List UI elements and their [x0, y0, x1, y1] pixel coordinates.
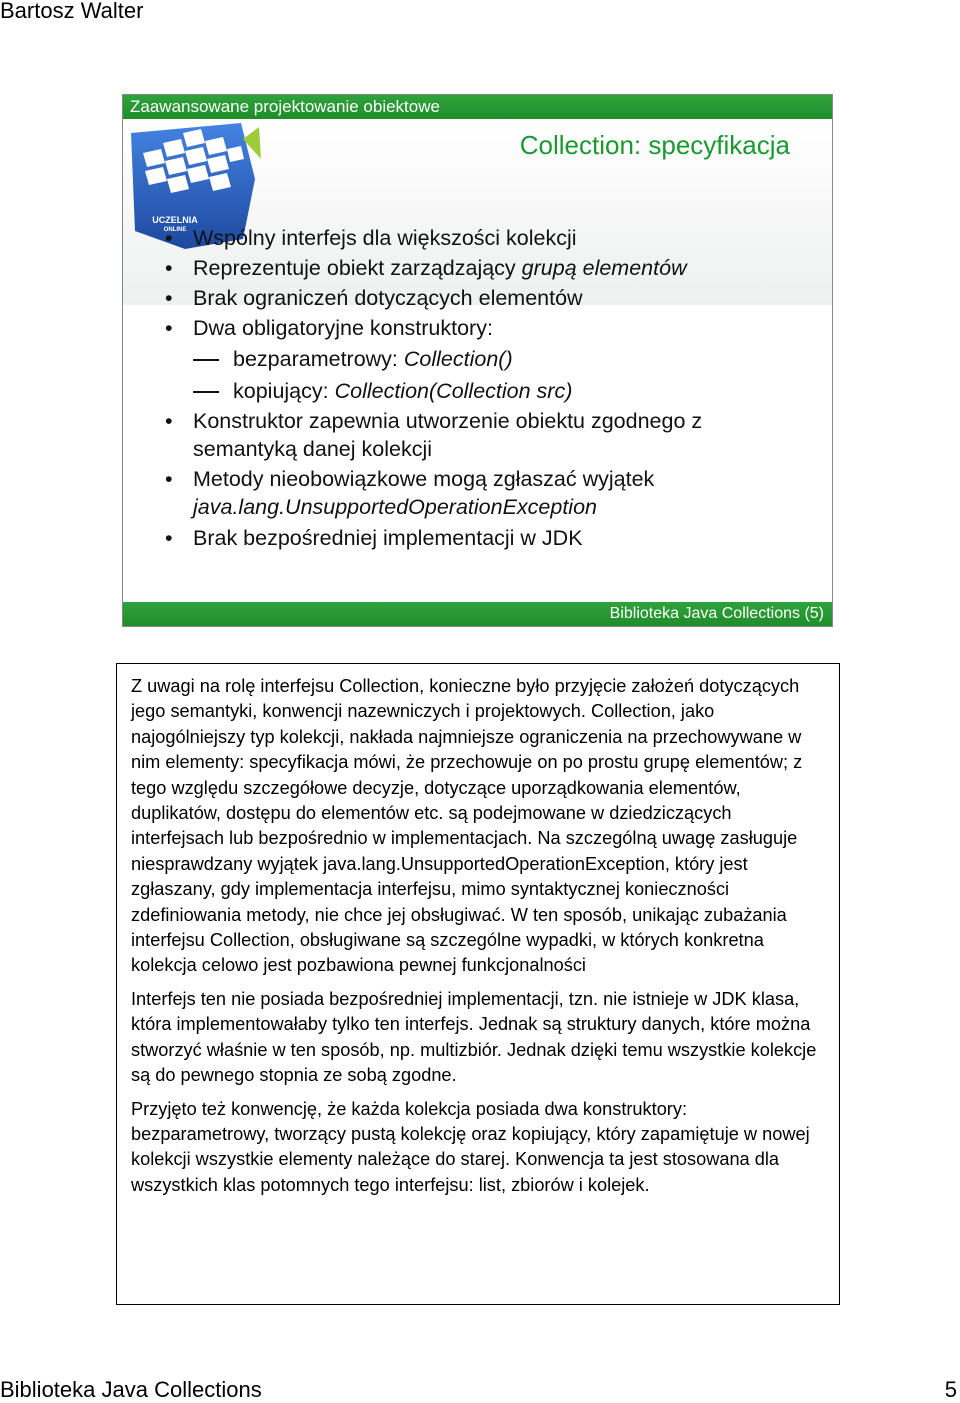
notes-paragraph: Z uwagi na rolę interfejsu Collection, konieczne było przyjęcie założeń dotyczących jego semantyki, konwencji nazewniczych i projektowych. Collection, jako najogólniejszy typ kolekcji, nakłada najmniejsze ograniczenia na przechowywane w nim elementy: specyfikacja mówi, że przechowuje on po prostu grupę elementów; z tego względu szczegółowe decyzje, dotyczące uporządkowania elementów, duplikatów, dostępu do elementów etc. są podejmowane w dziedziczących interfejsach lub bezpośrednio w implementacjach. Na szczególną uwagę zasługuje niesprawdzany wyjątek java.lang.UnsupportedOperationException, który jest zgłaszany, gdy implementacja interfejsu, mimo syntaktycznej konieczności zdefiniowania metody, nie chce jej obsługiwać. W ten sposób, unikając zubażania interfejsu Collection, obsługiwane są szczególne wypadki, w których konkretna kolekcja celowo jest pozbawiona pewnej funkcjonalności	[131, 676, 803, 976]
page-number: 5	[944, 1377, 957, 1402]
bullet-item	[163, 465, 812, 521]
bullet-text: Metody nieobowiązkowe mogą zgłaszać wyjątek	[193, 467, 655, 491]
slide	[122, 94, 833, 627]
slide-footer-bar: Biblioteka Java Collections (5)	[123, 602, 832, 626]
bullet-item: • Brak ograniczeń dotyczących elementów	[163, 283, 812, 313]
lecture-notes-box	[116, 663, 840, 1305]
bullet-item	[163, 253, 812, 283]
bullet-text-italic: grupą elementów	[521, 256, 687, 280]
slide-course-bar: Zaawansowane projektowanie obiektowe	[123, 95, 832, 119]
bullet-item: • Brak bezpośredniej implementacji w JDK	[163, 523, 812, 553]
page-footer	[0, 1373, 960, 1403]
bullet-item: • Wspólny interfejs dla większości kolekcji	[163, 223, 812, 253]
sub-bullet-item	[163, 343, 812, 375]
page-footer-title: Biblioteka Java Collections	[0, 1377, 262, 1402]
logo-text-line-1: UCZELNIA	[152, 215, 198, 225]
slide-title: Collection: specyfikacja	[519, 130, 790, 160]
sub-bullet-item	[163, 375, 812, 407]
notes-paragraph: Interfejs ten nie posiada bezpośredniej implementacji, tzn. nie istnieje w JDK klasa, która implementowałaby tylko ten interfejs. Jednak są struktury danych, które można stworzyć właśnie w ten sposób, np. multizbiór. Jednak dzięki temu wszystkie kolekcje są do pewnego stopnia ze sobą zgodne.	[131, 988, 817, 1086]
notes-paragraph: Przyjęto też konwencję, że każda kolekcja posiada dwa konstruktory: bezparametrowy, tworzący pustą kolekcję oraz kopiujący, który zapamiętuje w nowej kolekcji wszystkie elementy należące do starej. Konwencja ta jest stosowana dla wszystkich klas potomnych tego interfejsu: list, zbiorów i kolejek.	[131, 1098, 810, 1195]
sub-bullet-text: kopiujący:	[233, 379, 335, 403]
bullet-item: • Dwa obligatoryjne konstruktory:	[163, 313, 812, 343]
page-header-author: Bartosz Walter	[0, 0, 144, 23]
bullet-item: • Konstruktor zapewnia utworzenie obiektu zgodnego z semantyką danej kolekcji	[163, 407, 812, 463]
sub-bullet-text: bezparametrowy:	[233, 347, 404, 371]
logo-text-line-2: ONLINE	[163, 227, 187, 233]
bullet-text-italic: java.lang.UnsupportedOperationException	[193, 495, 597, 519]
sub-bullet-text-italic: Collection()	[403, 347, 513, 371]
bullet-text: Reprezentuje obiekt zarządzający	[193, 256, 522, 280]
sub-bullet-text-italic: Collection(Collection src)	[334, 379, 573, 403]
slide-bullet-list	[163, 223, 812, 553]
